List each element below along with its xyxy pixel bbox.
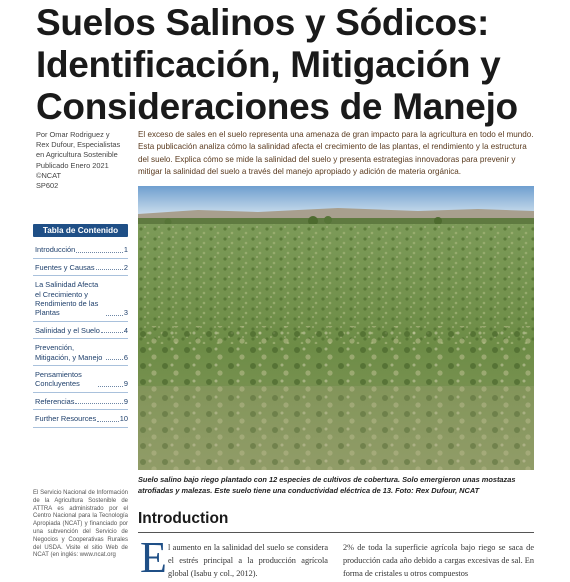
toc-leader-dots <box>96 269 123 270</box>
toc-item-introduccion[interactable] <box>33 241 128 258</box>
body-column-1: l aumento en la salinidad del suelo se considera el estrés principal a la producción agrícola global (Isabu y col., 2012). <box>168 543 328 578</box>
abstract: El exceso de sales en el suelo representa una amenaza de gran impacto para la agricultura en todo el mundo. Esta publicación analiza cómo la salinidad afecta el crecimiento de las plantas, el rendimiento y la estructura del suelo. Explica cómo se mide la salinidad del suelo y presenta estrategias innovadoras para prevenir y mitigar la salinidad del suelo a través del manejo apropiado y adición de materia orgánica. <box>138 130 534 177</box>
toc-item-salinidad-suelo[interactable] <box>33 322 128 339</box>
toc-item-page: 10 <box>119 414 128 424</box>
field-photo-illustration <box>138 186 534 470</box>
body-column-2: 2% de toda la superficie agrícola bajo riego se saca de producción cada año debido a cargas excesivas de sal. En forma de cristales u otros compuestos <box>343 543 534 578</box>
byline-line: Publicado Enero 2021 <box>36 160 109 170</box>
toc-leader-dots <box>106 315 123 316</box>
field-photo <box>138 186 534 470</box>
toc-item-page: 9 <box>123 379 128 389</box>
toc-header: Tabla de Contenido <box>33 224 128 237</box>
photo-caption: Suelo salino bajo riego plantado con 12 especies de cultivos de cobertura. Solo emergieron unas mostazas atrofiadas y malezas. Este suelo tiene una conductividad eléctrica de 13. Foto: Rex Dufour, NCAT <box>138 475 516 495</box>
toc-item-label: Further Resources <box>35 414 97 424</box>
section-heading: Introduction <box>138 510 229 527</box>
toc-item-page: 4 <box>123 325 128 335</box>
toc-item-salinidad-crecimiento[interactable] <box>33 276 128 322</box>
title-line-1: Suelos Salinos y Sódicos: <box>36 2 490 43</box>
toc-item-page: 6 <box>123 352 128 362</box>
toc-item-further-resources[interactable] <box>33 410 128 427</box>
toc-item-referencias[interactable] <box>33 393 128 410</box>
byline-line: ©NCAT <box>36 170 62 180</box>
toc-item-page: 9 <box>123 396 128 406</box>
title-line-2: Identificación, Mitigación y <box>36 44 501 85</box>
toc-item-fuentes[interactable] <box>33 259 128 276</box>
drop-cap: E <box>140 533 167 582</box>
toc-leader-dots <box>101 332 123 333</box>
toc-item-pensamientos[interactable] <box>33 366 128 393</box>
byline <box>36 130 130 191</box>
byline-line: Por Omar Rodriguez y <box>36 130 110 139</box>
toc-item-label: Fuentes y Causas <box>35 262 95 272</box>
toc-item-label: La Salinidad Afecta el Crecimiento y Rendimiento de las Plantas <box>35 280 99 318</box>
table-of-contents <box>33 224 128 428</box>
toc-item-label: Prevención, Mitigación, y Manejo <box>35 343 103 362</box>
toc-leader-dots <box>98 386 123 387</box>
page-title <box>36 2 556 128</box>
attra-footer-note: El Servicio Nacional de Información de la Agricultura Sostenible de ATTRA es administrado por el Centro Nacional para la Tecnología Apropiada (NCAT) y financiado por una subvención del Servicio de Negocios y Cooperativas Rurales del USDA. Visite el sitio Web de NCAT (en inglés: www.ncat.org <box>33 490 128 559</box>
section-divider <box>138 532 534 533</box>
toc-leader-dots <box>75 403 122 404</box>
toc-item-page: 2 <box>123 262 128 272</box>
toc-item-label: Salinidad y el Suelo <box>35 325 100 335</box>
toc-item-label: Referencias <box>35 396 75 406</box>
toc-leader-dots <box>97 421 119 422</box>
toc-leader-dots <box>106 359 123 360</box>
toc-item-page: 1 <box>123 245 128 255</box>
toc-item-prevencion[interactable] <box>33 339 128 366</box>
byline-line: SP602 <box>36 181 59 191</box>
byline-line: en Agricultura Sostenible <box>36 150 118 160</box>
toc-item-page: 3 <box>123 308 128 318</box>
toc-leader-dots <box>76 252 123 253</box>
toc-item-label: Introducción <box>35 245 76 255</box>
title-line-3: Consideraciones de Manejo <box>36 86 518 127</box>
toc-item-label: Pensamientos Concluyentes <box>35 370 82 389</box>
byline-line: Rex Dufour, Especialistas <box>36 140 121 150</box>
